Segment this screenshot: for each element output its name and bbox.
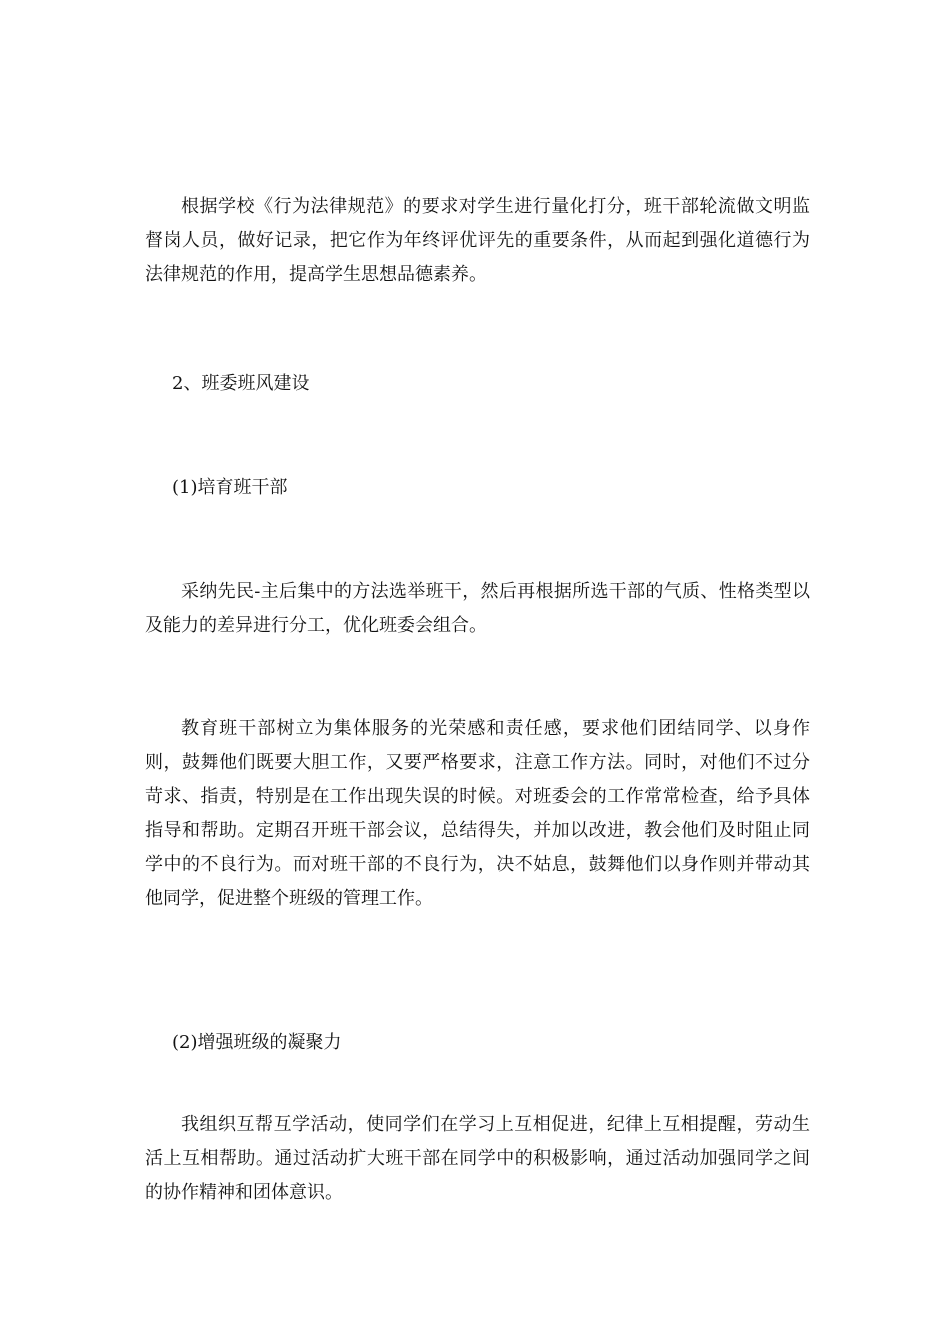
subsection-heading-cohesion: (2)增强班级的凝聚力 xyxy=(172,1032,342,1053)
paragraph-election-method: 采纳先民-主后集中的方法选举班干，然后再根据所选干部的气质、性格类型以及能力的差异进行分工，优化班委会组合。 xyxy=(145,581,810,636)
paragraph-mutual-help: 我组织互帮互学活动，使同学们在学习上互相促进，纪律上互相提醒，劳动生活上互相帮助。通过活动扩大班干部在同学中的积极影响，通过活动加强同学之间的协作精神和团体意识。 xyxy=(145,1114,810,1203)
subsection-heading-train-cadres: (1)培育班干部 xyxy=(172,477,288,498)
paragraph-behavior-norms: 根据学校《行为法律规范》的要求对学生进行量化打分，班干部轮流做文明监督岗人员，做好记录，把它作为年终评优评先的重要条件，从而起到强化道德行为法律规范的作用，提高学生思想品德素养。 xyxy=(145,196,810,285)
paragraph-cadre-education: 教育班干部树立为集体服务的光荣感和责任感，要求他们团结同学、以身作则，鼓舞他们既要大胆工作，又要严格要求，注意工作方法。同时，对他们不过分苛求、指责，特别是在工作出现失误的时候。对班委会的工作常常检查，给予具体指导和帮助。定期召开班干部会议，总结得失，并加以改进，教会他们及时阻止同学中的不良行为。而对班干部的不良行为，决不姑息，鼓舞他们以身作则并带动其他同学，促进整个班级的管理工作。 xyxy=(145,718,810,909)
section-heading-class-committee: 2、班委班风建设 xyxy=(172,373,310,394)
